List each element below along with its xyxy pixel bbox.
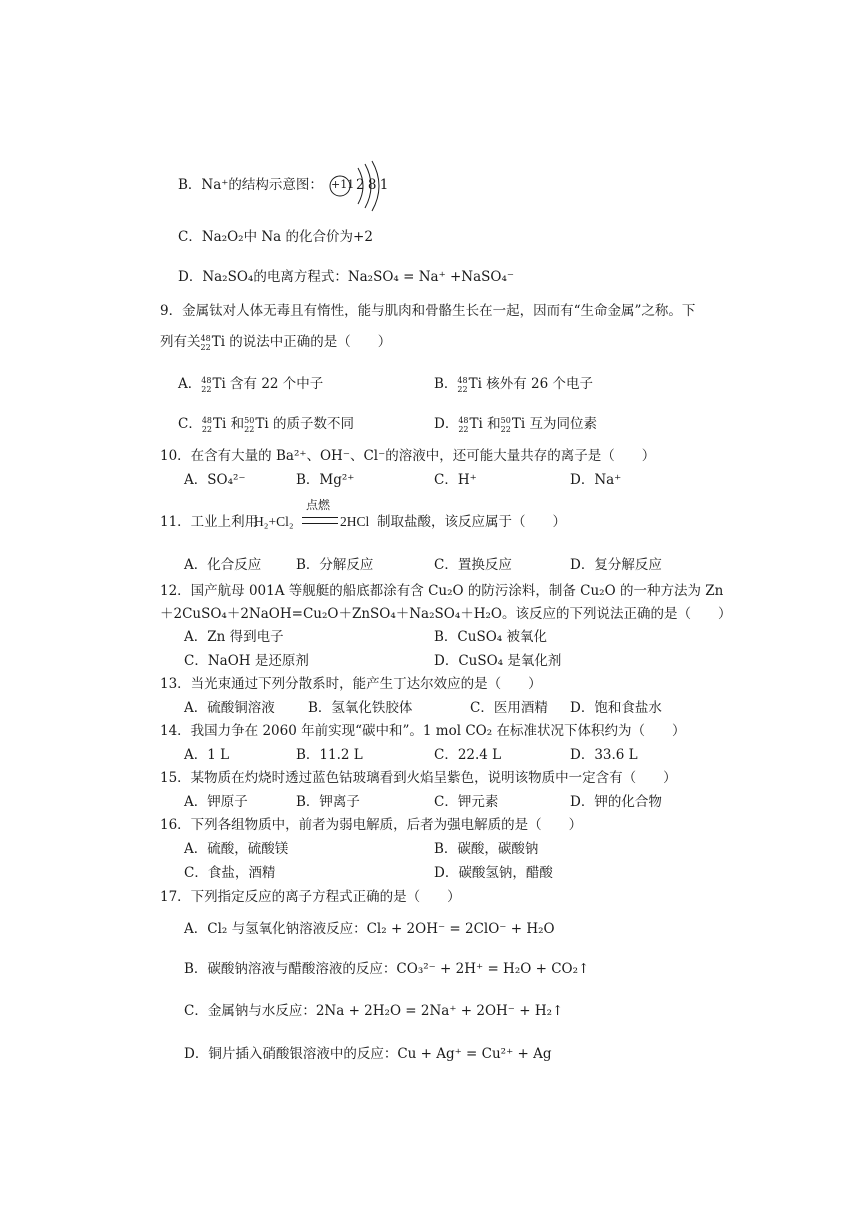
q13-option-d: D．饱和食盐水 bbox=[570, 700, 662, 716]
atomic-number: 22 bbox=[201, 424, 213, 434]
q12-stem-line1: 12．国产航母 001A 等舰艇的船底都涂有含 Cu₂O 的防污涂料，制备 Cu₂O 的一种方法为 Zn bbox=[160, 583, 724, 599]
q10-option-c: C．H⁺ bbox=[434, 472, 477, 488]
q11-equation-left: H₂+Cl₂ bbox=[254, 514, 294, 529]
q12-option-d: D．CuSO₄ 是氧化剂 bbox=[434, 653, 562, 669]
mass-number: 48 bbox=[201, 375, 212, 385]
q9-option-a bbox=[178, 375, 323, 394]
q9-option-d bbox=[434, 415, 597, 434]
q11-stem-post: 制取盐酸，该反应属于（ ） bbox=[377, 514, 566, 530]
q14-option-b: B．11.2 L bbox=[296, 747, 363, 763]
q16-option-d: D．碳酸氢钠，醋酸 bbox=[434, 865, 553, 881]
option-label: B． bbox=[434, 376, 458, 392]
q10-option-d: D．Na⁺ bbox=[570, 472, 622, 488]
atomic-number: 22 bbox=[500, 424, 511, 434]
option-label: A． bbox=[178, 376, 202, 392]
nuclide-notation bbox=[201, 376, 211, 394]
q12-option-b: B．CuSO₄ 被氧化 bbox=[434, 629, 547, 645]
nuclide-notation bbox=[501, 416, 511, 434]
equals-sign bbox=[302, 517, 338, 524]
q11-reaction-condition: 点燃 bbox=[306, 498, 331, 512]
mass-number: 48 bbox=[200, 333, 211, 343]
q15-option-b: B．钾离子 bbox=[296, 794, 360, 810]
option-text: Ti 含有 22 个中子 bbox=[212, 376, 324, 392]
mass-number: 48 bbox=[457, 375, 468, 385]
q8-option-b-label: B． bbox=[178, 177, 202, 193]
q13-option-c: C．医用酒精 bbox=[470, 700, 548, 716]
q17-option-c: C．金属钠与水反应：2Na + 2H₂O = 2Na⁺ + 2OH⁻ + H₂↑ bbox=[184, 1003, 564, 1019]
q9-option-b bbox=[434, 375, 593, 394]
q8-option-d: D．Na₂SO₄的电离方程式：Na₂SO₄ = Na⁺ +NaSO₄⁻ bbox=[178, 269, 515, 285]
option-text-mid: Ti 和 bbox=[469, 416, 501, 432]
mass-number: 50 bbox=[244, 415, 255, 425]
q10-option-b: B．Mg²⁺ bbox=[296, 472, 355, 488]
q16-option-a: A．硫酸，硫酸镁 bbox=[184, 841, 289, 857]
q14-option-d: D．33.6 L bbox=[570, 747, 638, 763]
option-text: Ti 核外有 26 个电子 bbox=[468, 376, 593, 392]
option-text: Ti 互为同位素 bbox=[511, 416, 597, 432]
nuclide-notation bbox=[457, 376, 467, 394]
q15-option-c: C．钾元素 bbox=[434, 794, 499, 810]
q11-option-b: B．分解反应 bbox=[296, 557, 374, 573]
q9-stem-post: Ti 的说法中正确的是（ ） bbox=[211, 334, 392, 350]
q12-option-c: C．NaOH 是还原剂 bbox=[184, 653, 309, 669]
q15-option-d: D．钾的化合物 bbox=[570, 794, 662, 810]
atom-nucleus-charge: +11 bbox=[331, 178, 355, 191]
q14-option-a: A．1 L bbox=[184, 747, 230, 763]
q9-stem-line2 bbox=[160, 333, 391, 352]
q11-equation-right: 2HCl bbox=[340, 514, 370, 529]
q10-stem: 10．在含有大量的 Ba²⁺、OH⁻、Cl⁻的溶液中，还可能大量共存的离子是（ ） bbox=[160, 448, 656, 464]
q10-option-a: A．SO₄²⁻ bbox=[184, 472, 246, 488]
q13-stem: 13．当光束通过下列分散系时，能产生丁达尔效应的是（ ） bbox=[160, 676, 542, 692]
nuclide-notation bbox=[201, 334, 211, 352]
q12-stem-line2: ＋2CuSO₄＋2NaOH=Cu₂O＋ZnSO₄＋Na₂SO₄＋H₂O。该反应的下列说法正确的是（ ） bbox=[160, 606, 732, 622]
q15-stem: 15．某物质在灼烧时透过蓝色钴玻璃看到火焰呈紫色，说明该物质中一定含有（ ） bbox=[160, 770, 677, 786]
atomic-number: 22 bbox=[201, 384, 212, 394]
atomic-number: 22 bbox=[244, 424, 255, 434]
q17-option-a: A．Cl₂ 与氢氧化钠溶液反应：Cl₂ + 2OH⁻ = 2ClO⁻ + H₂O bbox=[184, 921, 555, 937]
q9-stem-line1: 9．金属钛对人体无毒且有惰性，能与肌肉和骨骼生长在一起，因而有“生命金属”之称。下 bbox=[160, 303, 696, 319]
q8-option-b bbox=[178, 176, 323, 194]
q8-option-b-text: Na⁺的结构示意图： bbox=[201, 177, 323, 193]
mass-number: 48 bbox=[458, 415, 469, 425]
q11-option-d: D．复分解反应 bbox=[570, 557, 662, 573]
q9-option-c bbox=[178, 415, 354, 434]
atomic-number: 22 bbox=[457, 384, 468, 394]
option-label: C． bbox=[178, 416, 202, 432]
q17-stem: 17．下列指定反应的离子方程式正确的是（ ） bbox=[160, 889, 461, 905]
q16-option-c: C．食盐，酒精 bbox=[184, 865, 276, 881]
option-text: Ti 的质子数不同 bbox=[255, 416, 354, 432]
q17-option-d: D．铜片插入硝酸银溶液中的反应：Cu + Ag⁺ = Cu²⁺ + Ag bbox=[184, 1046, 552, 1062]
q16-stem: 16．下列各组物质中，前者为弱电解质，后者为强电解质的是（ ） bbox=[160, 817, 583, 833]
q11-option-c: C．置换反应 bbox=[434, 557, 512, 573]
nuclide-notation bbox=[202, 416, 212, 434]
nuclide-notation bbox=[458, 416, 468, 434]
option-label: D． bbox=[434, 416, 459, 432]
q13-option-b: B．氢氧化铁胶体 bbox=[308, 700, 413, 716]
nuclide-notation bbox=[244, 416, 254, 434]
q16-option-b: B．碳酸，碳酸钠 bbox=[434, 841, 539, 857]
q8-option-c: C．Na₂O₂中 Na 的化合价为+2 bbox=[178, 229, 373, 245]
q15-option-a: A．钾原子 bbox=[184, 794, 248, 810]
option-text-mid: Ti 和 bbox=[213, 416, 245, 432]
q12-option-a: A．Zn 得到电子 bbox=[184, 629, 284, 645]
q14-stem: 14．我国力争在 2060 年前实现“碳中和”。1 mol CO₂ 在标准状况下体积约为（ ） bbox=[160, 723, 686, 739]
q13-option-a: A．硫酸铜溶液 bbox=[184, 700, 275, 716]
q11-option-a: A．化合反应 bbox=[184, 557, 262, 573]
q9-stem-pre: 列有关 bbox=[160, 334, 201, 350]
atomic-number: 22 bbox=[458, 424, 469, 434]
atomic-number: 22 bbox=[200, 342, 211, 352]
q17-option-b: B．碳酸钠溶液与醋酸溶液的反应：CO₃²⁻ + 2H⁺ = H₂O + CO₂↑ bbox=[184, 961, 590, 977]
atom-electron-shells: 2 8 1 bbox=[356, 177, 389, 193]
q11-stem-pre: 11．工业上利用 bbox=[160, 514, 259, 530]
mass-number: 50 bbox=[500, 415, 511, 425]
mass-number: 48 bbox=[201, 415, 213, 425]
q14-option-c: C．22.4 L bbox=[434, 747, 502, 763]
